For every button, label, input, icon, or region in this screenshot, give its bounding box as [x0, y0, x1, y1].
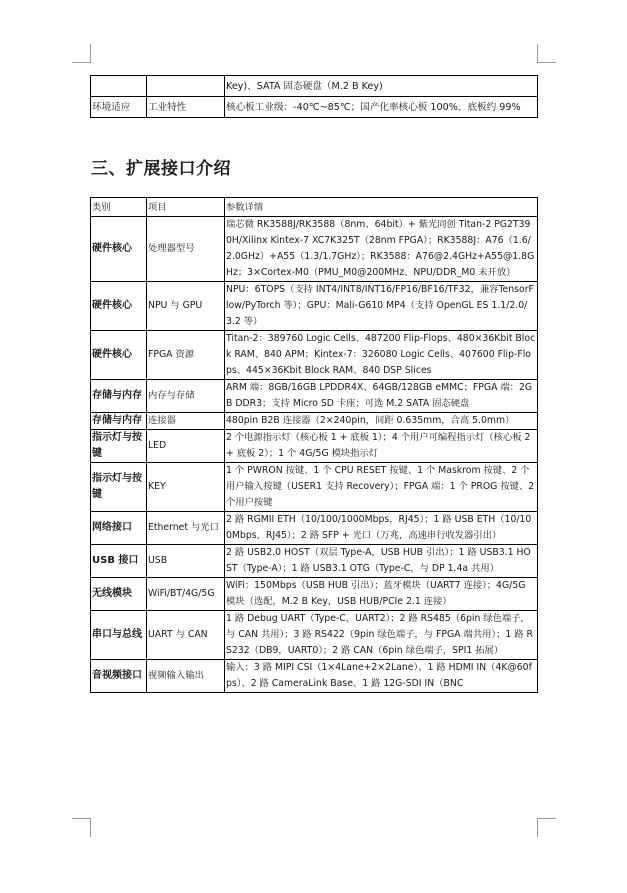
- item-cell: UART 与 CAN: [147, 611, 225, 660]
- category-cell: 环境适应: [91, 97, 147, 118]
- detail-cell: 1 个 PWRON 按键、1 个 CPU RESET 按键、1 个 Maskrom 按键、2 个用户输入按键（USER1 支持 Recovery）；FPGA 端：1 个 PROG 按键、2 个用户按键: [225, 463, 538, 512]
- crop-mark-bottom-right: [537, 818, 556, 837]
- table-row: [91, 611, 538, 660]
- category-cell: [91, 76, 147, 97]
- detail-cell: 输入：3 路 MIPI CSI（1×4Lane+2×2Lane）、1 路 HDMI IN（4K@60fps）、2 路 CameraLink Base、1 路 12G-SDI IN（BNC: [225, 660, 538, 693]
- table-row: [91, 413, 538, 430]
- detail-cell: NPU：6TOPS（支持 INT4/INT8/INT16/FP16/BF16/TF32，兼容TensorFlow/PyTorch 等）；GPU：Mali-G610 MP4（支持 OpenGL ES 1.1/2.0/3.2 等）: [225, 282, 538, 331]
- category-cell: 音视频接口: [91, 660, 147, 693]
- detail-cell: 2 个电源指示灯（核心板 1 + 底板 1）；4 个用户可编程指示灯（核心板 2 + 底板 2）；1 个 4G/5G 模块指示灯: [225, 430, 538, 463]
- crop-mark-top-right: [537, 44, 556, 63]
- category-cell: 存储与内存: [91, 413, 147, 430]
- category-cell: 网络接口: [91, 512, 147, 545]
- table-row: [91, 331, 538, 380]
- item-cell: WiFi/BT/4G/5G: [147, 578, 225, 611]
- category-cell: USB 接口: [91, 545, 147, 578]
- item-cell: FPGA 资源: [147, 331, 225, 380]
- section-heading: 三、扩展接口介绍: [91, 159, 231, 179]
- detail-cell: 480pin B2B 连接器（2×240pin，间距 0.635mm，合高 5.0mm）: [225, 413, 538, 430]
- table-row: [91, 545, 538, 578]
- detail-cell: WiFi：150Mbps（USB HUB 引出）；蓝牙模块（UART7 连接）；4G/5G 模块（选配，M.2 B Key，USB HUB/PCIe 2.1 连接）: [225, 578, 538, 611]
- item-cell: 连接器: [147, 413, 225, 430]
- item-cell: 视频输入输出: [147, 660, 225, 693]
- crop-mark-top-left: [72, 44, 91, 63]
- table-row: [91, 76, 538, 97]
- item-cell: USB: [147, 545, 225, 578]
- detail-cell: Key)、SATA 固态硬盘（M.2 B Key): [225, 76, 538, 97]
- table-row: [91, 97, 538, 118]
- table-row: [91, 282, 538, 331]
- item-cell: Ethernet 与光口: [147, 512, 225, 545]
- detail-cell: 2 路 RGMII ETH（10/100/1000Mbps，RJ45）；1 路 USB ETH（10/100Mbps，RJ45）；2 路 SFP + 光口（万兆，高速串行收发器引出）: [225, 512, 538, 545]
- category-cell: 无线模块: [91, 578, 147, 611]
- item-cell: 内存与存储: [147, 380, 225, 413]
- table-row: [91, 380, 538, 413]
- expansion-interface-table: [90, 197, 538, 693]
- category-cell: 硬件核心: [91, 331, 147, 380]
- category-cell: 指示灯与按键: [91, 430, 147, 463]
- table-header-row: [91, 198, 538, 217]
- item-cell: LED: [147, 430, 225, 463]
- item-cell: NPU 与 GPU: [147, 282, 225, 331]
- detail-cell: Titan-2：389760 Logic Cells、487200 Flip-Flops、480×36Kbit Block RAM、840 APM；Kintex-7：326080 Logic Cells、407600 Flip-Flops、445×36Kbit Block RAM、840 DSP Slices: [225, 331, 538, 380]
- category-cell: 指示灯与按键: [91, 463, 147, 512]
- category-cell: 硬件核心: [91, 282, 147, 331]
- table-row: [91, 217, 538, 282]
- category-cell: 串口与总线: [91, 611, 147, 660]
- category-cell: 硬件核心: [91, 217, 147, 282]
- table-row: [91, 430, 538, 463]
- header-detail: 参数详情: [225, 198, 538, 217]
- crop-mark-bottom-left: [72, 818, 91, 837]
- spec-table-continued: [90, 75, 538, 118]
- item-cell: KEY: [147, 463, 225, 512]
- item-cell: 工业特性: [147, 97, 225, 118]
- item-cell: 处理器型号: [147, 217, 225, 282]
- detail-cell: 瑞芯微 RK3588J/RK3588（8nm、64bit）+ 紫光同创 Titan-2 PG2T390H/Xilinx Kintex-7 XC7K325T（28nm FPGA）；RK3588J：A76（1.6/2.0GHz）+A55（1.3/1.7GHz）；RK3588：A76@2.4GHz+A55@1.8GHz；3×Cortex-M0（PMU_M0@200MHz、NPU/DDR_M0 未开放）: [225, 217, 538, 282]
- detail-cell: 2 路 USB2.0 HOST（双层 Type-A，USB HUB 引出）；1 路 USB3.1 HOST（Type-A）；1 路 USB3.1 OTG（Type-C，与 DP 1.4a 共用）: [225, 545, 538, 578]
- table-row: [91, 512, 538, 545]
- item-cell: [147, 76, 225, 97]
- detail-cell: 1 路 Debug UART（Type-C，UART2）；2 路 RS485（6pin 绿色端子，与 CAN 共用）；3 路 RS422（9pin 绿色端子，与 FPGA 端共用）；1 路 RS232（DB9，UART0）；2 路 CAN（6pin 绿色端子，SPI1 拓展）: [225, 611, 538, 660]
- table-row: [91, 660, 538, 693]
- header-category: 类别: [91, 198, 147, 217]
- table-row: [91, 578, 538, 611]
- category-cell: 存储与内存: [91, 380, 147, 413]
- detail-cell: 核心板工业级：-40℃~85℃；国产化率核心板 100%、底板约 99%: [225, 97, 538, 118]
- detail-cell: ARM 端：8GB/16GB LPDDR4X、64GB/128GB eMMC；FPGA 端：2GB DDR3；支持 Micro SD 卡座；可选 M.2 SATA 固态硬盘: [225, 380, 538, 413]
- header-item: 项目: [147, 198, 225, 217]
- table-row: [91, 463, 538, 512]
